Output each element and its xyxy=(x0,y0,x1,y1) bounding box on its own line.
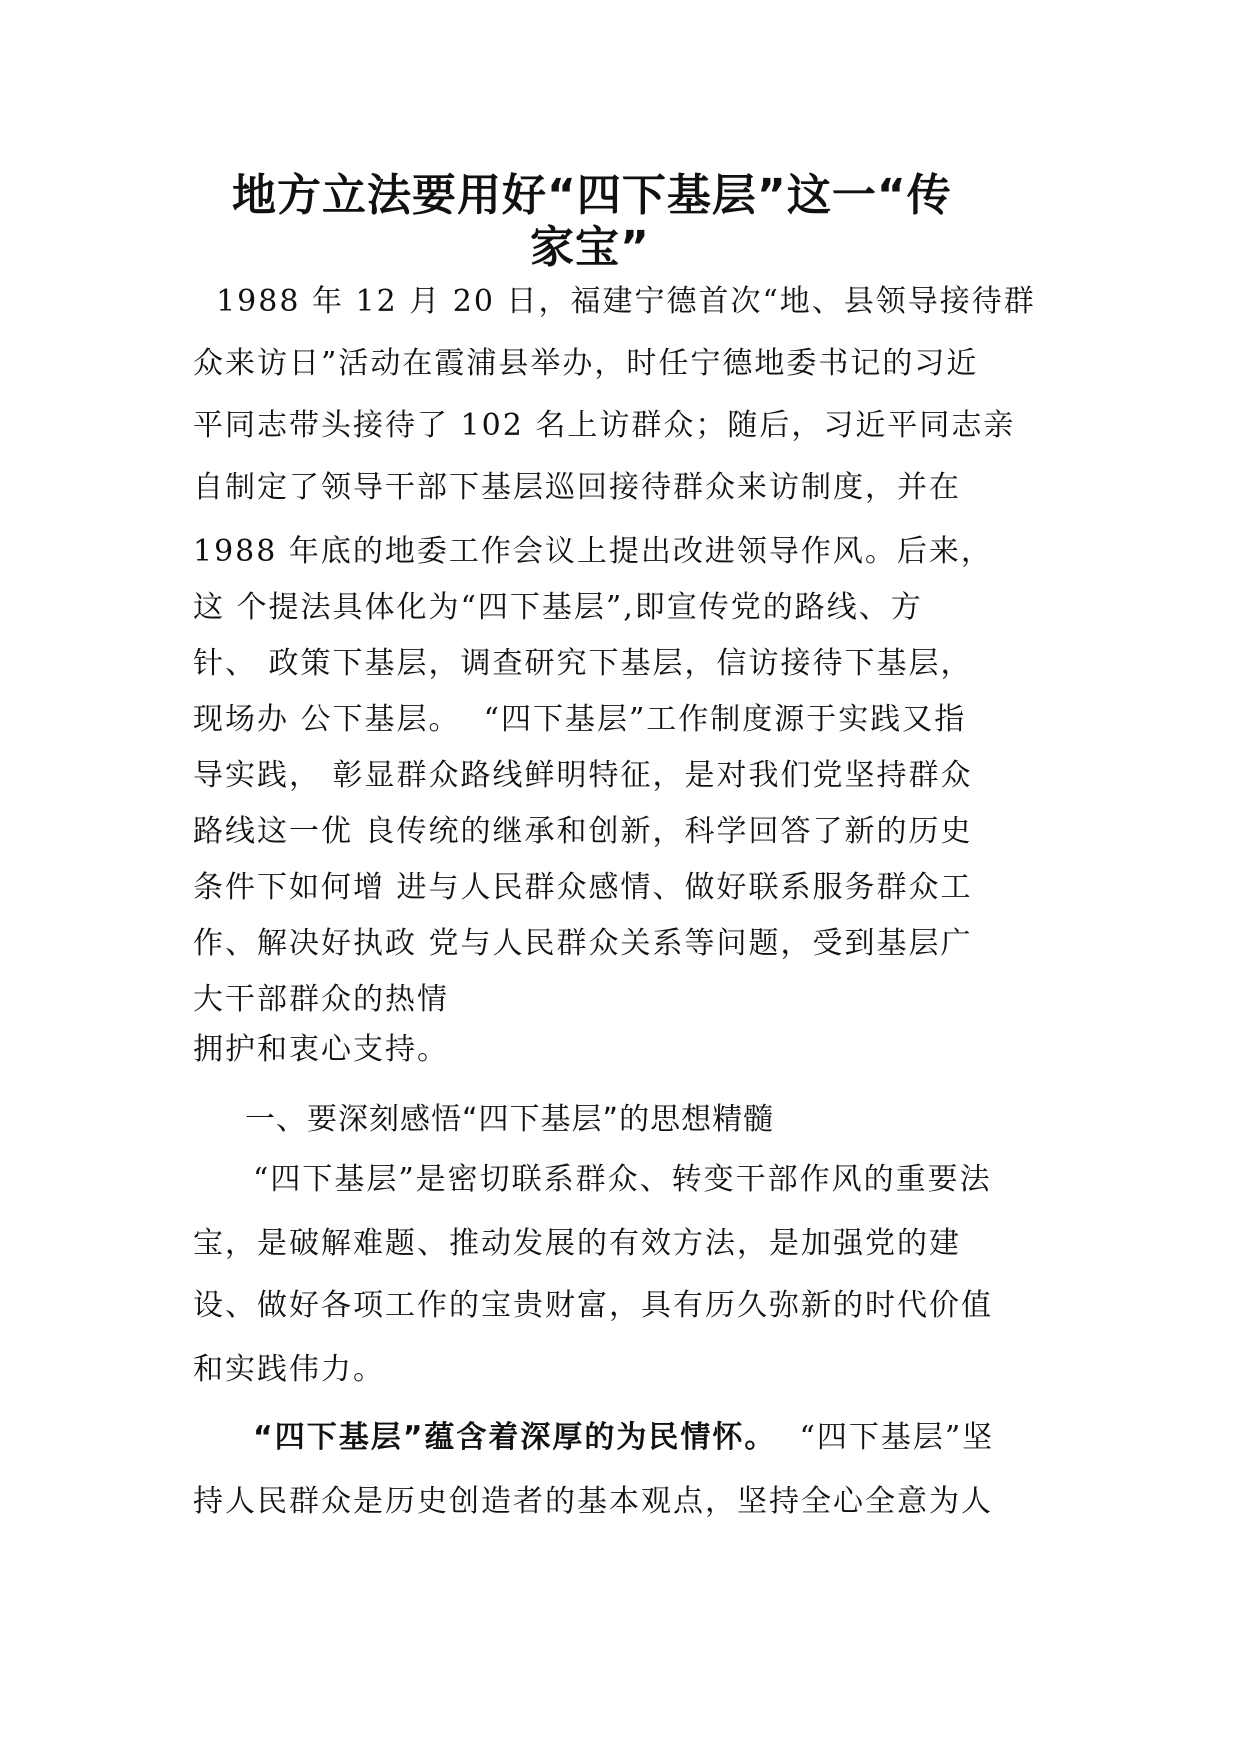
intro-line-4: 自制定了领导干部下基层巡回接待群众来访制度，并在 xyxy=(193,470,961,505)
intro-line-5: 1988 年底的地委工作会议上提出改进领导作风。后来， xyxy=(193,534,993,569)
intro-line-12: 作、解决好执政 党与人民群众关系等问题，受到基层广 xyxy=(193,926,973,961)
paragraph-2-rest: “四下基层”坚 xyxy=(776,1420,995,1455)
document-title-line-2: 家宝” xyxy=(530,222,650,273)
intro-line-6: 这 个提法具体化为“四下基层”,即宣传党的路线、方 xyxy=(193,590,923,625)
intro-line-2: 众来访日”活动在霞浦县举办，时任宁德地委书记的习近 xyxy=(193,346,979,381)
section1-line-2: 宝，是破解难题、推动发展的有效方法，是加强党的建 xyxy=(193,1226,961,1261)
paragraph-2-bold-lead: “四下基层”蕴含着深厚的为民情怀。 xyxy=(253,1420,777,1455)
section1-line-3: 设、做好各项工作的宝贵财富，具有历久弥新的时代价值 xyxy=(193,1288,993,1323)
paragraph-2-line-1 xyxy=(253,1418,994,1458)
intro-line-8: 现场办 公下基层。 “四下基层”工作制度源于实践又指 xyxy=(193,702,967,737)
intro-line-13: 大干部群众的热情 xyxy=(193,982,449,1017)
intro-line-9: 导实践， 彰显群众路线鲜明特征，是对我们党坚持群众 xyxy=(193,758,973,793)
section-heading-1: 一、要深刻感悟“四下基层”的思想精髓 xyxy=(245,1102,775,1137)
intro-line-14: 拥护和衷心支持。 xyxy=(193,1032,449,1067)
intro-line-11: 条件下如何增 进与人民群众感情、做好联系服务群众工 xyxy=(193,870,973,905)
paragraph-2-line-2: 持人民群众是历史创造者的基本观点，坚持全心全意为人 xyxy=(193,1484,993,1519)
intro-line-3: 平同志带头接待了 102 名上访群众；随后，习近平同志亲 xyxy=(193,408,1016,443)
section1-line-4: 和实践伟力。 xyxy=(193,1352,385,1387)
intro-line-10: 路线这一优 良传统的继承和创新，科学回答了新的历史 xyxy=(193,814,973,849)
document-title-line-1: 地方立法要用好“四下基层”这一“传 xyxy=(232,170,952,221)
intro-line-7: 针、 政策下基层，调查研究下基层，信访接待下基层， xyxy=(193,646,973,681)
intro-line-1: 1988 年 12 月 20 日，福建宁德首次“地、县领导接待群 xyxy=(193,284,1036,319)
section1-line-1: “四下基层”是密切联系群众、转变干部作风的重要法 xyxy=(253,1162,992,1197)
